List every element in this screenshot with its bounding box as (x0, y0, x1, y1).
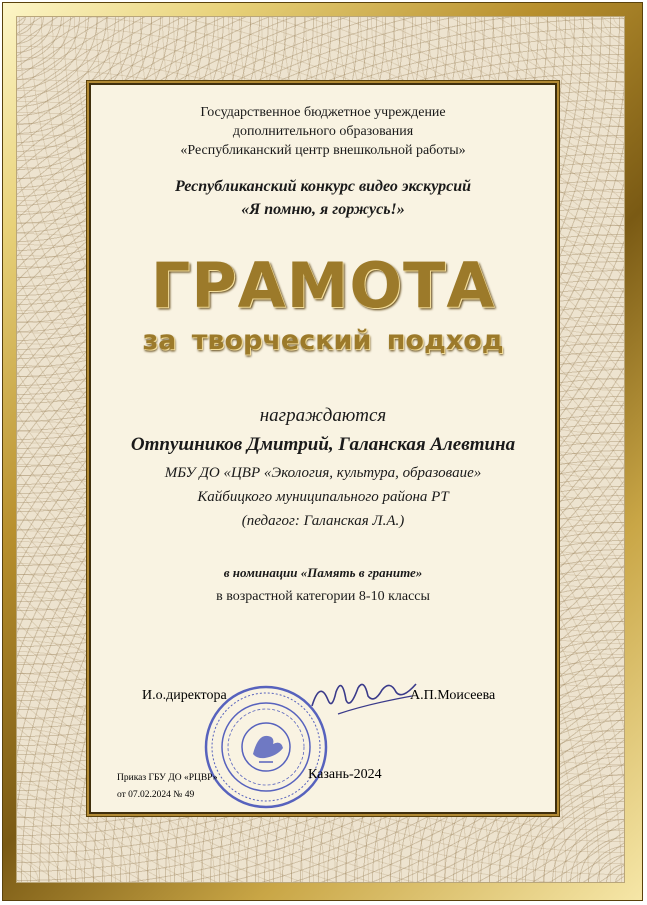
org-line-1: Государственное бюджетное учреждение (200, 105, 446, 120)
contest-name: Республиканский конкурс видео экскурсий (175, 178, 471, 195)
order-reference (117, 770, 217, 804)
age-category: в возрастной категории 8-10 классы (216, 589, 430, 604)
director-name: А.П.Моисеева (410, 688, 496, 703)
signature-icon (308, 670, 420, 720)
org-line-3: «Республиканский центр внешкольной работы» (180, 143, 466, 158)
city-year: Казань-2024 (308, 767, 382, 782)
certificate-subtitle: за творческий подход (142, 325, 504, 356)
awarded-label: награждаются (259, 405, 387, 426)
school-line-2: Кайбицкого муниципального района РТ (197, 489, 449, 505)
nomination: в номинации «Память в граните» (223, 565, 423, 580)
certificate-title: ГРАМОТА (150, 249, 496, 322)
director-title: И.о.директора (142, 688, 227, 703)
recipient-names: Отпушников Дмитрий, Галанская Алевтина (130, 434, 516, 455)
org-line-2: дополнительного образования (232, 124, 414, 139)
order-line-1: Приказ ГБУ ДО «РЦВР» (117, 773, 218, 783)
school-line-1: МБУ ДО «ЦВР «Экология, культура, образоваие» (164, 465, 482, 481)
teacher-line: (педагог: Галанская Л.А.) (241, 513, 405, 529)
order-line-2: от 07.02.2024 № 49 (117, 790, 195, 800)
contest-motto: «Я помню, я горжусь!» (241, 201, 405, 218)
